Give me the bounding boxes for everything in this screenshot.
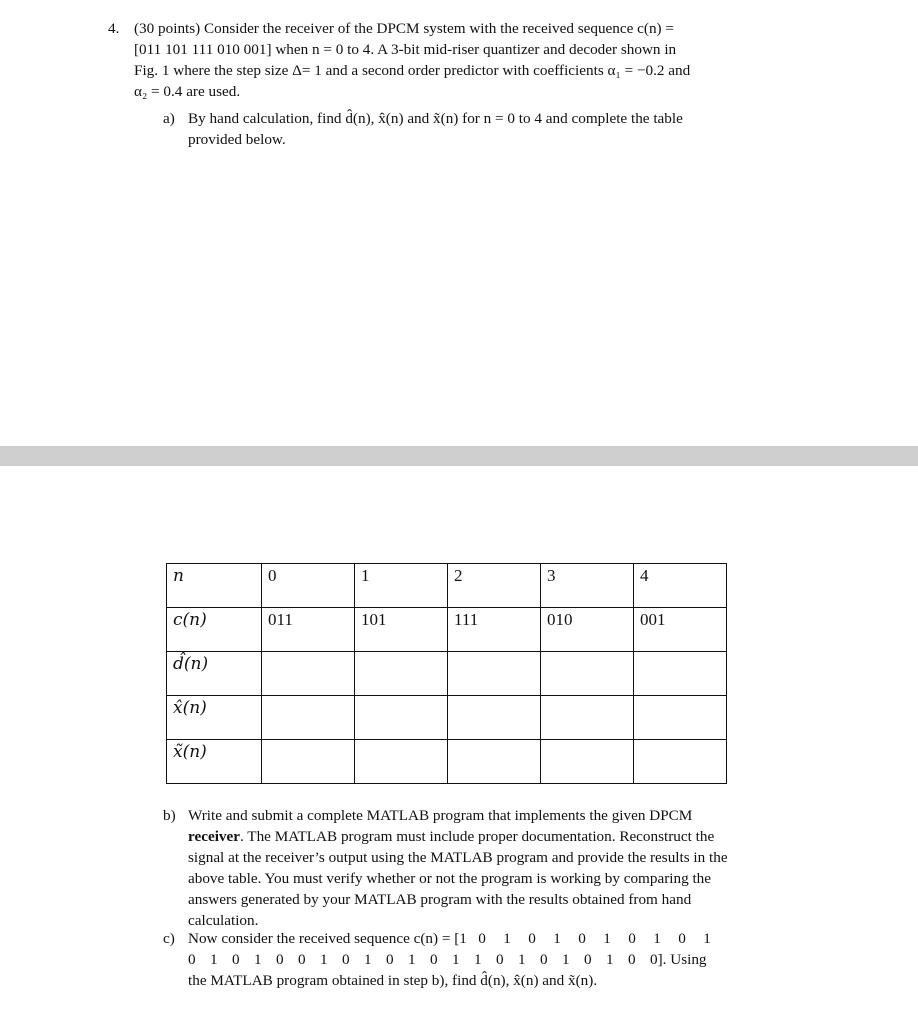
part-b-label: b)	[163, 807, 176, 824]
table-cell: 101	[355, 608, 448, 652]
bit: 1	[553, 930, 561, 947]
part-c-label: c)	[163, 930, 175, 947]
column-header: 0	[262, 564, 355, 608]
table-cell: 010	[541, 608, 634, 652]
part-b-text	[188, 805, 728, 931]
table-cell	[355, 740, 448, 784]
part-c-prefix: Now consider the received sequence c(n) = [1	[188, 930, 467, 947]
table-cell	[541, 696, 634, 740]
bit: 0	[628, 951, 636, 968]
bit: 1	[562, 951, 570, 968]
bit: 1	[474, 951, 482, 968]
part-a-line-1: By hand calculation, find d̂(n), x̂(n) and x̃(n) for n = 0 to 4 and complete the table	[188, 110, 683, 127]
part-b-line-5: answers generated by your MATLAB program with the results obtained from hand	[188, 891, 692, 908]
question-intro	[134, 18, 824, 102]
table-row	[167, 652, 727, 696]
bit: 1	[320, 951, 328, 968]
table-cell	[355, 652, 448, 696]
table-cell	[262, 696, 355, 740]
question-number: 4.	[108, 20, 120, 37]
bit: 1	[606, 951, 614, 968]
bit: 0	[528, 930, 536, 947]
bit: 0	[298, 951, 306, 968]
bit: 0	[276, 951, 284, 968]
intro-line-4: α₂ = 0.4 are used.	[134, 83, 241, 100]
part-b	[163, 805, 853, 931]
bit: 0	[478, 930, 486, 947]
bit: 1	[254, 951, 262, 968]
table-cell	[448, 652, 541, 696]
column-header: 3	[541, 564, 634, 608]
bit: 1	[603, 930, 611, 947]
row-label: x̃(n)	[167, 740, 262, 784]
part-a-text	[188, 108, 683, 150]
bit: 1	[210, 951, 218, 968]
part-b-line-2-rest: . The MATLAB program must include proper documentation. Reconstruct the	[239, 828, 715, 845]
bit: 1	[653, 930, 661, 947]
bit: 1	[364, 951, 372, 968]
bit: 0	[430, 951, 438, 968]
row-label: d̂(n)	[167, 652, 262, 696]
part-c-line-3: the MATLAB program obtained in step b), find d̂(n), x̂(n) and x̃(n).	[188, 972, 598, 989]
table-cell	[448, 696, 541, 740]
part-a-label: a)	[163, 110, 175, 127]
part-b-line-1: Write and submit a complete MATLAB program that implements the given DPCM	[188, 807, 693, 824]
header-label: n	[167, 564, 262, 608]
intro-line-1: (30 points) Consider the receiver of the DPCM system with the received sequence c(n) =	[134, 20, 674, 37]
table-cell	[262, 652, 355, 696]
bit: 0	[386, 951, 394, 968]
intro-line-3: Fig. 1 where the step size Δ= 1 and a second order predictor with coefficients α₁ = −0.2 and	[134, 62, 691, 79]
part-c-line-2	[188, 949, 728, 970]
bit: 0	[540, 951, 548, 968]
table-row	[167, 696, 727, 740]
column-header: 4	[634, 564, 727, 608]
table-cell: 111	[448, 608, 541, 652]
table-header-row	[167, 564, 727, 608]
table-row	[167, 608, 727, 652]
part-a	[163, 108, 843, 150]
table-cell	[448, 740, 541, 784]
bit: 0	[628, 930, 636, 947]
part-c-text	[188, 928, 728, 991]
part-a-line-2: provided below.	[188, 131, 286, 148]
part-b-line-2	[188, 826, 728, 847]
table-cell	[355, 696, 448, 740]
table-cell	[634, 652, 727, 696]
part-c-line-2-end: 0]. Using	[650, 951, 707, 968]
answer-table	[166, 563, 727, 784]
bit: 1	[408, 951, 416, 968]
table-cell	[634, 740, 727, 784]
bit: 1	[452, 951, 460, 968]
part-c-line-1	[188, 928, 728, 949]
table-cell	[262, 740, 355, 784]
table-cell	[634, 696, 727, 740]
part-c	[163, 928, 863, 992]
table-cell: 001	[634, 608, 727, 652]
bit: 0	[232, 951, 240, 968]
table-cell	[541, 652, 634, 696]
table-cell	[541, 740, 634, 784]
bit: 1	[503, 930, 511, 947]
table-row	[167, 740, 727, 784]
bit: 1	[518, 951, 526, 968]
row-label: x̂(n)	[167, 696, 262, 740]
table-cell: 011	[262, 608, 355, 652]
bit: 1	[703, 930, 711, 947]
bit: 0	[496, 951, 504, 968]
bit: 0	[342, 951, 350, 968]
part-b-line-6: calculation.	[188, 912, 259, 929]
column-header: 2	[448, 564, 541, 608]
part-b-line-4: above table. You must verify whether or not the program is working by comparing the	[188, 870, 712, 887]
intro-line-2: [011 101 111 010 001] when n = 0 to 4. A 3-bit mid-riser quantizer and decoder shown in	[134, 41, 677, 58]
bit: 0	[584, 951, 592, 968]
column-header: 1	[355, 564, 448, 608]
bit: 0	[678, 930, 686, 947]
bit: 0	[188, 951, 196, 968]
part-b-line-3: signal at the receiver’s output using the MATLAB program and provide the results in the	[188, 849, 728, 866]
bit: 0	[578, 930, 586, 947]
part-b-emphasis: receiver	[188, 828, 240, 845]
row-label: c(n)	[167, 608, 262, 652]
page-divider	[0, 446, 918, 466]
